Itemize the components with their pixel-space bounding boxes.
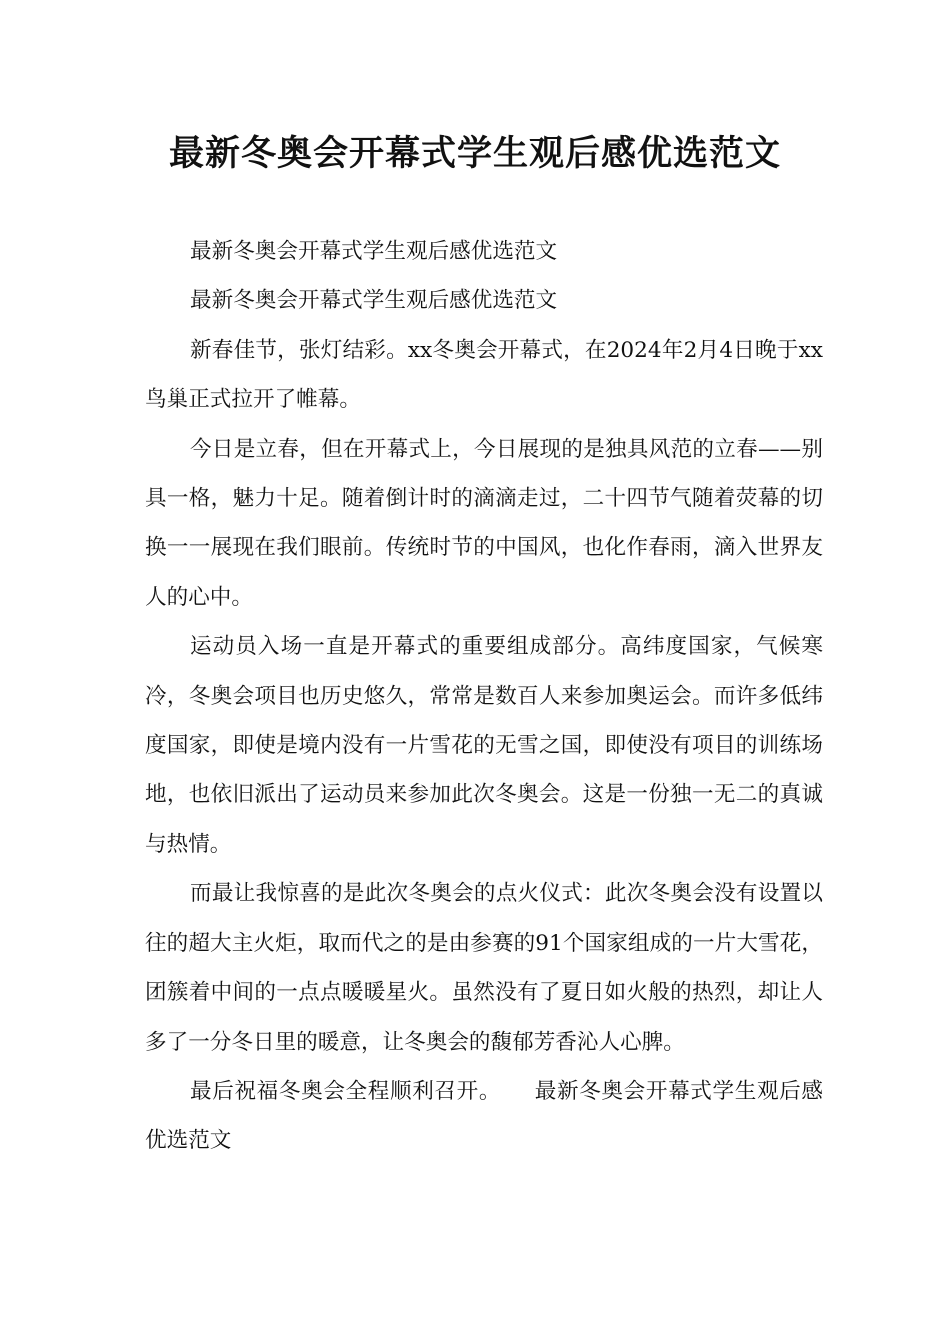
paragraph-opening: 新春佳节，张灯结彩。xx冬奥会开幕式，在2024年2月4日晚于xx鸟巢正式拉开了帷幕。 — [145, 337, 823, 413]
paragraph-heading-repeat-2: 最新冬奥会开幕式学生观后感优选范文 — [190, 288, 558, 314]
document-body — [145, 227, 823, 1166]
paragraph-torch-lighting: 而最让我惊喜的是此次冬奥会的点火仪式：此次冬奥会没有设置以往的超大主火炬，取而代之的是由参赛的91个国家组成的一片大雪花，团簇着中间的一点点暖暖星火。虽然没有了夏日如火般的热烈，却让人多了一分冬日里的暖意，让冬奥会的馥郁芳香沁人心脾。 — [145, 881, 823, 1055]
document-title: 最新冬奥会开幕式学生观后感优选范文 — [168, 134, 781, 174]
paragraph-closing: 最后祝福冬奥会全程顺利召开。 最新冬奥会开幕式学生观后感优选范文 — [145, 1078, 823, 1154]
paragraph-heading-repeat-1: 最新冬奥会开幕式学生观后感优选范文 — [190, 239, 558, 264]
paragraph-athletes-entry: 运动员入场一直是开幕式的重要组成部分。高纬度国家，气候寒冷，冬奥会项目也历史悠久，常常是数百人来参加奥运会。而许多低纬度国家，即使是境内没有一片雪花的无雪之国，即使没有项目的训练场地，也依旧派出了运动员来参加此次冬奥会。这是一份独一无二的真诚与热情。 — [145, 634, 823, 857]
paragraph-solar-terms: 今日是立春，但在开幕式上，今日展现的是独具风范的立春——别具一格，魅力十足。随着倒计时的滴滴走过，二十四节气随着荧幕的切换一一展现在我们眼前。传统时节的中国风，也化作春雨，滴入世界友人的心中。 — [145, 436, 823, 610]
